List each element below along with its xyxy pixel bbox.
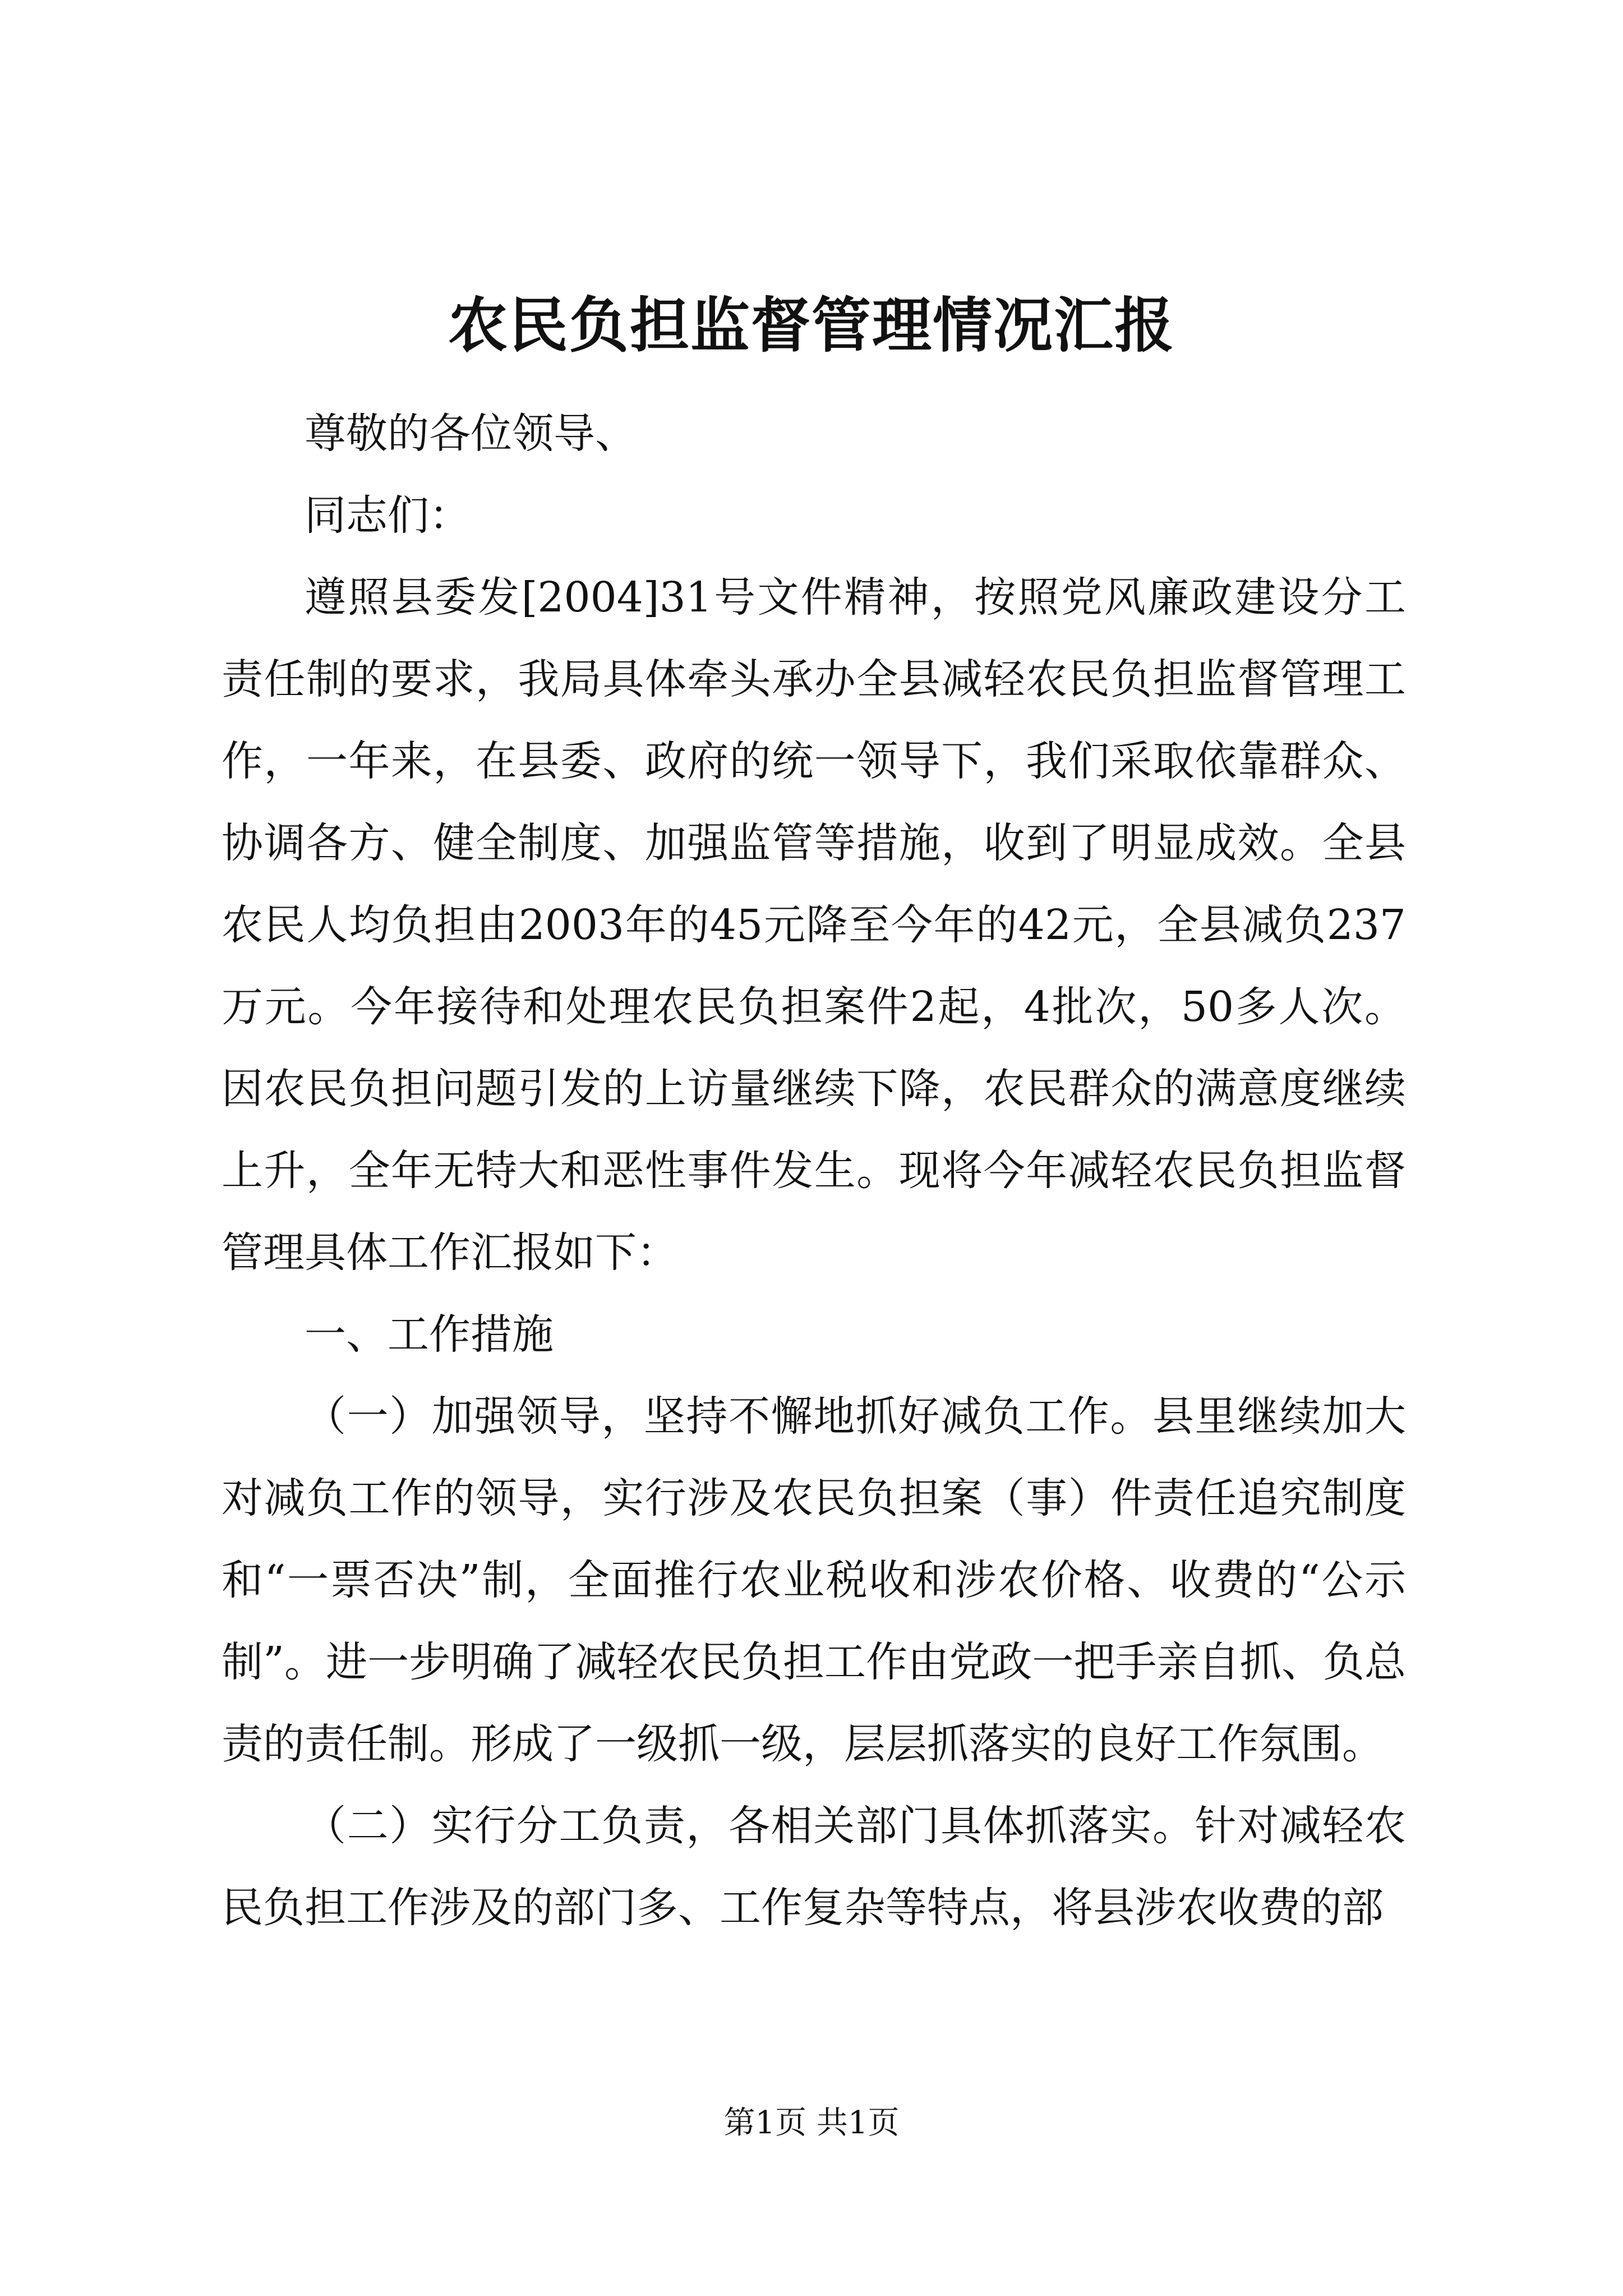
measure-paragraph-2: （二）实行分工负责，各相关部门具体抓落实。针对减轻农民负担工作涉及的部门多、工作复杂等特点，将县涉农收费的部	[222, 1802, 1406, 1932]
document-title: 农民负担监督管理情况汇报	[448, 290, 1175, 360]
section-heading: 一、工作措施	[305, 1310, 554, 1359]
document-body	[222, 393, 1406, 1949]
page-number: 第1页 共1页	[723, 2105, 900, 2141]
page-footer	[0, 2101, 1623, 2146]
measure-paragraph-1: （一）加强领导，坚持不懈地抓好减负工作。县里继续加大对减负工作的领导，实行涉及农民负担案（事）件责任追究制度和“一票否决”制，全面推行农业税收和涉农价格、收费的“公示制”。进一步明确了减轻农民负担工作由党政一把手亲自抓、负总责的责任制。形成了一级抓一级，层层抓落实的良好工作氛围。	[222, 1392, 1406, 1768]
salutation-line-1: 尊敬的各位领导、	[305, 409, 637, 458]
salutation-line-2: 同志们：	[305, 491, 471, 540]
intro-paragraph: 遵照县委发[2004]31号文件精神，按照党风廉政建设分工责任制的要求，我局具体牵头承办全县减轻农民负担监督管理工作，一年来，在县委、政府的统一领导下，我们采取依靠群众、协调各方、健全制度、加强监管等措施，收到了明显成效。全县农民人均负担由2003年的45元降至今年的42元，全县减负237万元。今年接待和处理农民负担案件2起，4批次，50多人次。因农民负担问题引发的上访量继续下降，农民群众的满意度继续上升，全年无特大和恶性事件发生。现将今年减轻农民负担监督管理具体工作汇报如下：	[222, 573, 1406, 1277]
